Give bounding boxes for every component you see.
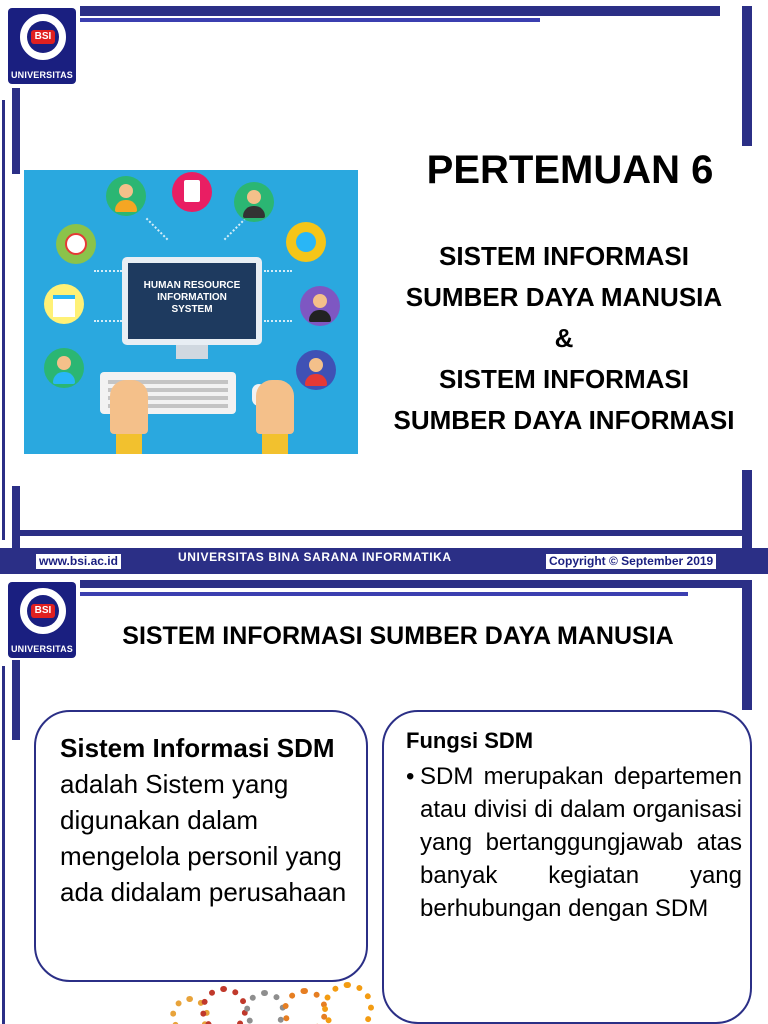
gear-icon xyxy=(200,986,248,1024)
calendar-icon xyxy=(44,284,84,324)
logo-seal-icon: BSI xyxy=(18,586,68,636)
gear-icon xyxy=(244,990,286,1024)
function-bullet-item xyxy=(406,760,742,925)
frame-left-bar-thin xyxy=(2,100,5,540)
alarm-clock-icon xyxy=(56,224,96,264)
function-body: SDM merupakan departemen atau divisi di dalam organisasi yang bertanggungjawab atas banyak kegiatan yang berhubungan dengan SDM xyxy=(420,763,742,922)
right-cuff xyxy=(262,434,288,454)
globe-icon xyxy=(286,222,326,262)
slide-title: SISTEM INFORMASI SUMBER DAYA MANUSIA xyxy=(122,622,674,650)
university-logo xyxy=(8,8,76,84)
frame-bottom-left-bar xyxy=(12,486,20,548)
frame-left-bar xyxy=(12,660,20,740)
slide-footer xyxy=(0,548,768,574)
university-logo xyxy=(8,582,76,658)
footer-copyright: Copyright © September 2019 xyxy=(546,554,716,569)
frame-bottom-bar xyxy=(20,530,750,536)
frame-top-bar-thin xyxy=(80,592,688,596)
screen-line-3: SYSTEM xyxy=(171,304,213,315)
definition-term: Sistem Informasi SDM xyxy=(60,733,335,763)
definition-callout xyxy=(34,710,368,982)
slide-title: PERTEMUAN 6 xyxy=(426,148,714,192)
footer-university: UNIVERSITAS BINA SARANA INFORMATIKA xyxy=(178,550,452,564)
frame-right-bar xyxy=(742,6,752,146)
left-cuff xyxy=(116,434,142,454)
monitor-screen xyxy=(128,263,256,339)
left-hand-icon xyxy=(110,380,148,434)
subtitle-line: SISTEM INFORMASI xyxy=(439,241,689,271)
subtitle-line: & xyxy=(554,323,574,353)
screen-line-1: HUMAN RESOURCE xyxy=(143,280,241,291)
subtitle-line: SUMBER DAYA INFORMASI xyxy=(393,405,735,435)
definition-body: adalah Sistem yang digunakan dalam mengelola personil yang ada didalam perusahaan xyxy=(60,769,347,907)
frame-top-bar xyxy=(80,580,744,588)
subtitle-line: SUMBER DAYA MANUSIA xyxy=(405,282,723,312)
right-hand-icon xyxy=(256,380,294,434)
frame-top-bar xyxy=(80,6,720,16)
graduate-avatar-icon xyxy=(300,286,340,326)
document-icon xyxy=(172,172,212,212)
subtitle-line: SISTEM INFORMASI xyxy=(439,364,689,394)
function-heading: Fungsi SDM xyxy=(406,728,534,753)
footer-website: www.bsi.ac.id xyxy=(36,554,121,569)
man-avatar-icon xyxy=(44,348,84,388)
gear-icon xyxy=(322,982,374,1024)
hr-system-illustration xyxy=(24,170,358,454)
screen-line-2: INFORMATION xyxy=(157,292,227,303)
function-callout xyxy=(382,710,752,1024)
definition-text xyxy=(60,730,348,910)
frame-top-bar-thin xyxy=(80,18,540,22)
frame-bottom-right-bar xyxy=(742,470,752,548)
slide-2 xyxy=(0,576,768,1024)
frame-left-bar xyxy=(12,88,20,174)
woman-avatar-icon xyxy=(106,176,146,216)
manager-avatar-icon xyxy=(234,182,274,222)
bullet-icon: • xyxy=(406,763,415,790)
frame-right-bar xyxy=(742,580,752,710)
logo-seal-icon: BSI xyxy=(18,12,68,62)
frame-left-bar-thin xyxy=(2,666,5,1024)
monitor xyxy=(122,257,262,345)
logo-label: UNIVERSITAS xyxy=(10,70,74,80)
woman-red-avatar-icon xyxy=(296,350,336,390)
logo-label: UNIVERSITAS xyxy=(10,644,74,654)
slide-subtitle xyxy=(366,236,762,441)
monitor-stand xyxy=(176,345,208,359)
